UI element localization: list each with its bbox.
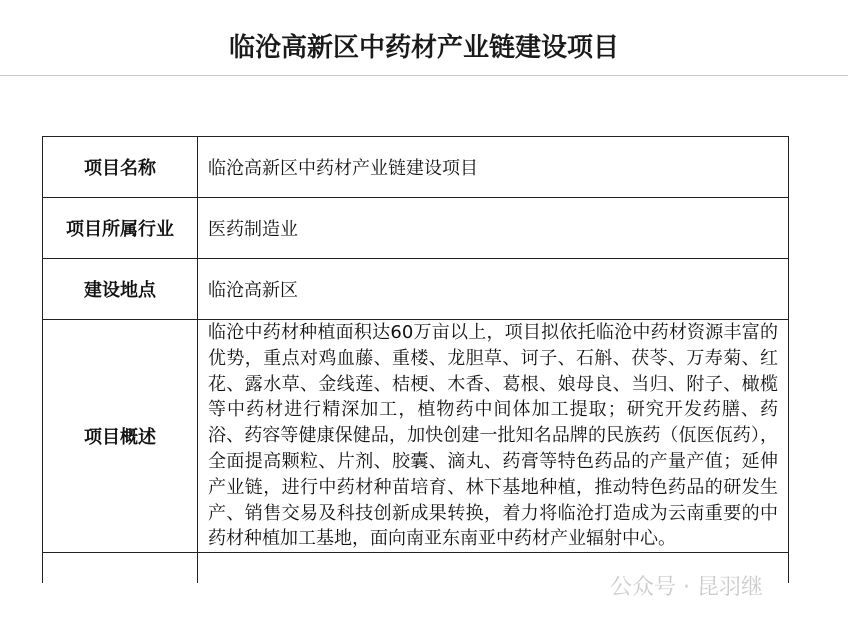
value-cell: 医药制造业	[198, 198, 789, 259]
title-divider	[0, 75, 848, 76]
table-row-project-name	[43, 137, 789, 198]
label-cell: 项目概述	[43, 320, 198, 553]
value-cell: 临沧高新区	[198, 259, 789, 320]
table-row-next	[43, 553, 789, 584]
label-cell: 建设地点	[43, 259, 198, 320]
watermark: 公众号 · 昆羽继	[610, 575, 763, 600]
value-cell: 临沧高新区中药材产业链建设项目	[198, 137, 789, 198]
label-cell: 项目名称	[43, 137, 198, 198]
label-cell: 项目所属行业	[43, 198, 198, 259]
value-cell	[198, 553, 789, 584]
project-info-table	[42, 136, 789, 583]
overview-text: 临沧中药材种植面积达60万亩以上，项目拟依托临沧中药材资源丰富的优势，重点对鸡血藤、重楼、龙胆草、诃子、石斛、茯苓、万寿菊、红花、露水草、金线莲、桔梗、木香、葛根、娘母良、当归、附子、橄榄等中药材进行精深加工，植物药中间体加工提取；研究开发药膳、药浴、药容等健康保健品，加快创建一批知名品牌的民族药（佤医佤药），全面提高颗粒、片剂、胶囊、滴丸、药膏等特色药品的产量产值；延伸产业链，进行中药材种苗培育、林下基地种植，推动特色药品的研发生产、销售交易及科技创新成果转换，着力将临沧打造成为云南重要的中药材种植加工基地，面向南亚东南亚中药材产业辐射中心。	[198, 320, 789, 553]
page-title: 临沧高新区中药材产业链建设项目	[228, 33, 619, 63]
table-row-location	[43, 259, 789, 320]
table-row-industry	[43, 198, 789, 259]
label-cell	[43, 553, 198, 584]
table-row-overview	[43, 320, 789, 553]
